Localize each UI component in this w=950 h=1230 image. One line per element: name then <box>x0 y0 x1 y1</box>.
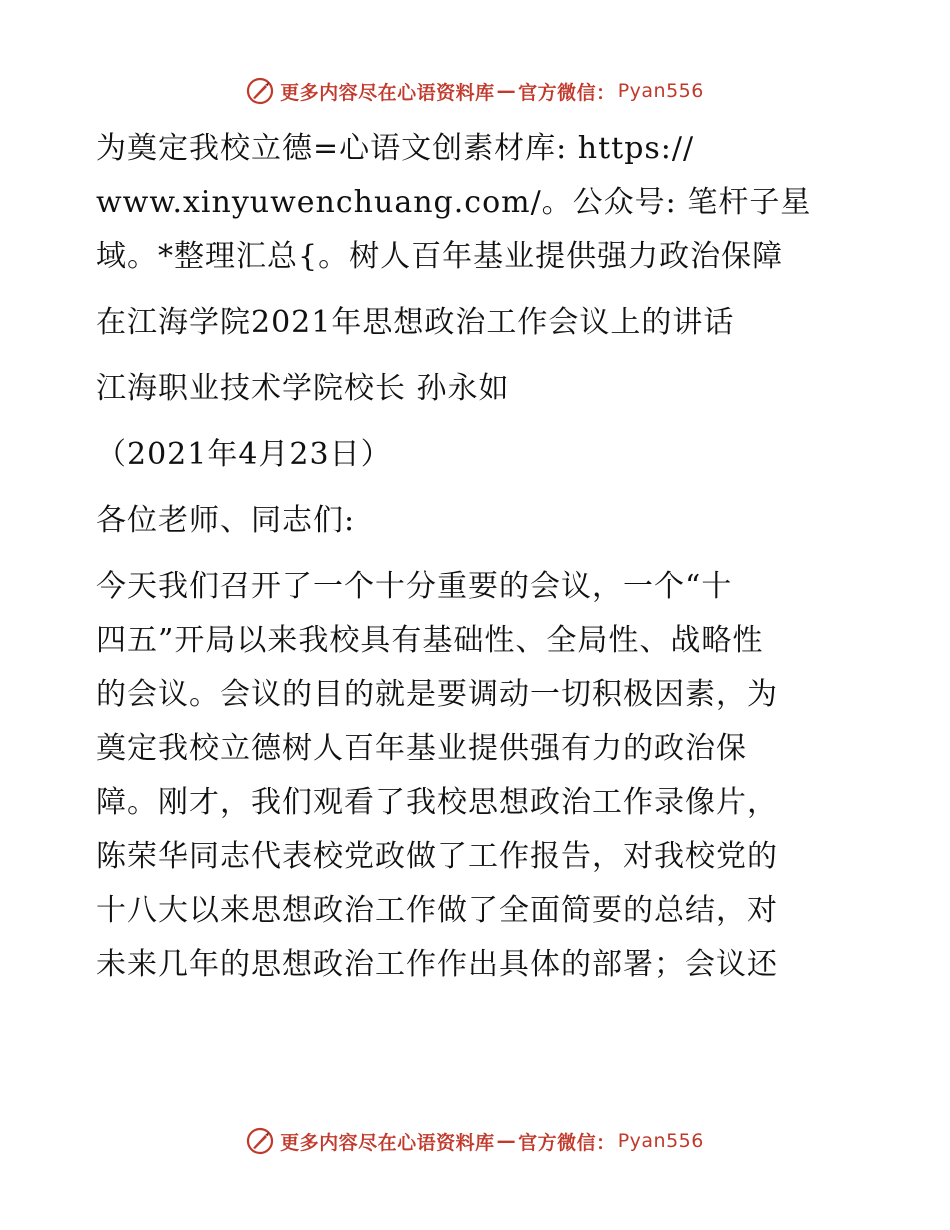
watermark-wechat-id: Pyan556 <box>617 80 704 102</box>
watermark-dash: — <box>496 80 517 102</box>
quill-pen-circle-icon <box>246 1127 274 1155</box>
watermark-official-label: 官方微信： <box>518 81 616 104</box>
body-line: 陈荣华同志代表校党政做了工作报告，对我校党的 <box>96 839 778 874</box>
body-line: 障。刚才，我们观看了我校思想政治工作录像片， <box>96 785 778 820</box>
watermark-banner-bottom <box>0 1124 950 1158</box>
speech-title: 在江海学院2021年思想政治工作会议上的讲话 <box>96 305 735 340</box>
intro-line: www.xinyuwenchuang.com/。公众号: 笔杆子星 <box>96 185 812 220</box>
watermark-wechat-id: Pyan556 <box>617 1130 704 1152</box>
body-line: 未来几年的思想政治工作作出具体的部署；会议还 <box>96 947 778 982</box>
body-paragraph <box>96 560 856 992</box>
body-line: 的会议。会议的目的就是要调动一切积极因素，为 <box>96 677 778 712</box>
watermark-brand: 更多内容尽在心语资料库 <box>280 1131 495 1154</box>
watermark-dash: — <box>496 1130 517 1152</box>
body-line: 四五”开局以来我校具有基础性、全局性、战略性 <box>96 623 764 658</box>
document-body <box>96 122 856 992</box>
quill-pen-circle-icon <box>246 77 274 105</box>
watermark-banner-top <box>0 74 950 108</box>
body-line: 今天我们召开了一个十分重要的会议，一个“十 <box>96 569 733 604</box>
body-line: 十八大以来思想政治工作做了全面简要的总结，对 <box>96 893 778 928</box>
body-line: 奠定我校立德树人百年基业提供强有力的政治保 <box>96 731 747 766</box>
intro-line: 域。*整理汇总{。树人百年基业提供强力政治保障 <box>96 239 784 274</box>
watermark-official-label: 官方微信： <box>518 1131 616 1154</box>
speech-author: 江海职业技术学院校长 孙永如 <box>96 371 510 406</box>
watermark-brand: 更多内容尽在心语资料库 <box>280 81 495 104</box>
greeting: 各位老师、同志们: <box>96 503 356 538</box>
intro-line: 为奠定我校立德=心语文创素材库: https:// <box>96 131 695 166</box>
intro-block <box>96 122 856 284</box>
speech-date: （2021年4月23日） <box>96 437 392 472</box>
